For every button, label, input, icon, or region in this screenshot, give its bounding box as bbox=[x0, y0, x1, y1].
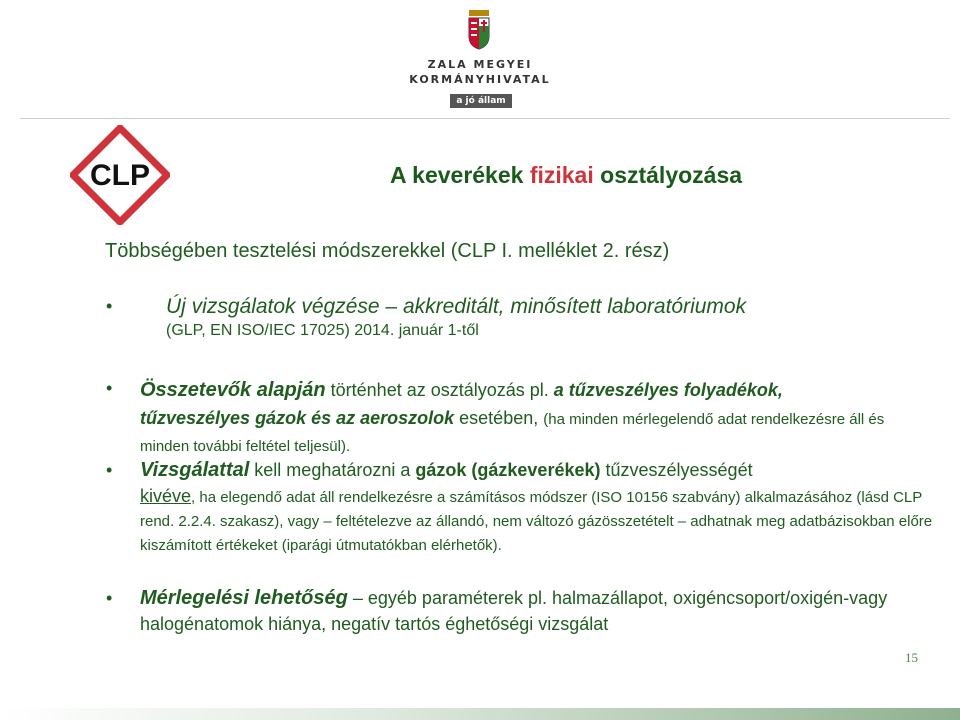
bullet-3-underline-1: kivéve bbox=[140, 486, 192, 506]
bullet-3-text bbox=[140, 458, 940, 558]
footer-gradient-bar bbox=[0, 708, 960, 720]
bullet-3-text-3: , ha elegendő adat áll rendelkezésre a számításos módszer (ISO 10156 szabvány) alkalmazásához (lásd CLP rend. 2.2.4. szakasz), vagy – feltételezve az állandó, nem változó gázösszetételt – adhatnak meg adatbázisokban előre kiszámított értékeket (iparági útmutatókban elérhetők). bbox=[140, 489, 933, 554]
bullet-2-text-1: történhet az osztályozás pl. bbox=[325, 380, 554, 400]
bullet-3-lead: Vizsgálattal bbox=[140, 459, 250, 481]
bullet-2-text-3: (ha minden mérlegelendő adat rendelkezésre áll és minden további feltétel teljesül). bbox=[140, 411, 885, 455]
bullet-2-lead: Összetevők alapján bbox=[140, 379, 326, 401]
bullet-2-emphasis-1: a tűzveszélyes folyadékok, bbox=[553, 380, 783, 400]
coat-of-arms-icon bbox=[467, 10, 491, 50]
slide-subtitle: Többségében tesztelési módszerekkel (CLP I. melléklet 2. rész) bbox=[105, 240, 670, 262]
clp-pictogram-icon bbox=[70, 125, 170, 225]
clp-pictogram-text: CLP bbox=[90, 159, 150, 192]
title-accent: fizikai bbox=[529, 162, 594, 188]
bullet-2-text-2: esetében, bbox=[454, 408, 544, 428]
title-prefix: A keverékek bbox=[390, 162, 530, 188]
title-suffix: osztályozása bbox=[593, 162, 743, 188]
bullet-4-lead: Mérlegelési lehetőség bbox=[140, 587, 348, 609]
header-divider bbox=[20, 118, 950, 119]
kormanyhivatal-logo bbox=[400, 8, 560, 113]
bullet-4-text bbox=[140, 586, 910, 638]
bullet-2-emphasis-2: tűzveszélyes gázok és az aeroszolok bbox=[140, 408, 455, 428]
bullet-1-subline: (GLP, EN ISO/IEC 17025) 2014. január 1-től bbox=[166, 322, 479, 339]
bullet-dot: • bbox=[106, 588, 113, 608]
bullet-1-heading: Új vizsgálatok végzése – akkreditált, minősített laboratóriumok bbox=[166, 295, 747, 318]
page-number: 15 bbox=[905, 650, 918, 665]
bullet-dot: • bbox=[106, 296, 113, 316]
logo-line-2: KORMÁNYHIVATAL bbox=[409, 73, 551, 86]
slide-title bbox=[390, 162, 742, 189]
bullet-3-text-2: tűzveszélyességét bbox=[600, 460, 753, 480]
bullet-dot: • bbox=[106, 460, 113, 480]
bullet-2-text bbox=[140, 377, 900, 460]
bullet-4-text-1: – egyéb paraméterek pl. halmazállapot, oxigéncsoport/oxigén-vagy halogénatomok hiánya, negatív tartós éghetőségi vizsgálat bbox=[140, 588, 888, 634]
bullet-3-text-1: kell meghatározni a bbox=[249, 460, 416, 480]
logo-line-1: ZALA MEGYEI bbox=[427, 58, 533, 71]
logo-tag: a jó állam bbox=[450, 94, 512, 108]
bullet-3-bold-1: gázok (gázkeverékek) bbox=[415, 460, 601, 480]
bullet-dot: • bbox=[106, 378, 113, 398]
